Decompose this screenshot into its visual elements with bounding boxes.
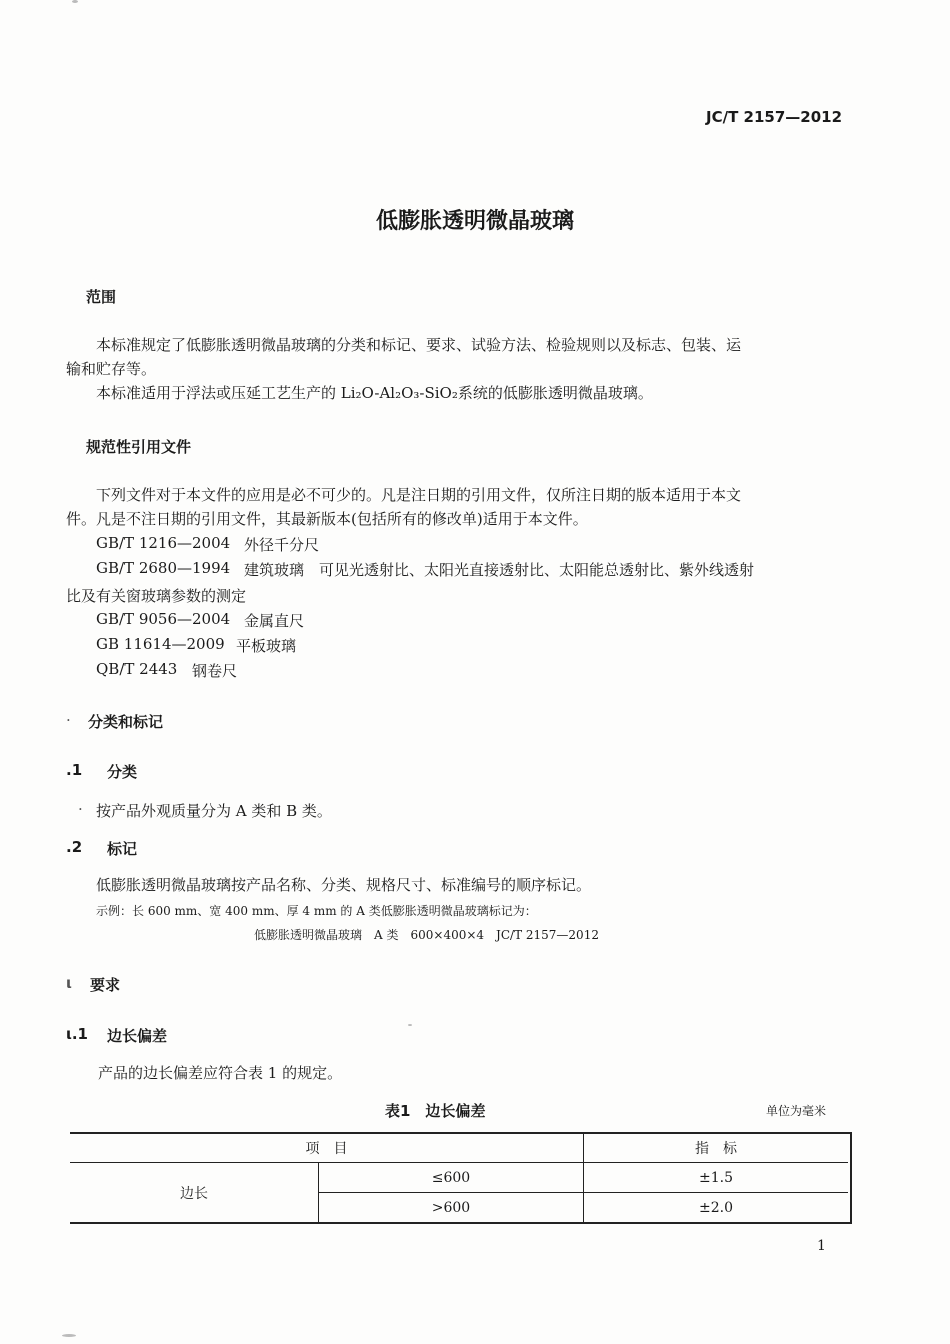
section-heading-scope: 范围 (86, 288, 117, 306)
scope-para1-line2: 输和贮存等。 (66, 360, 157, 378)
side-deviation-table (70, 1132, 852, 1224)
document-title: 低膨胀透明微晶玻璃 (375, 209, 574, 234)
margin-mark: · (78, 800, 83, 818)
clause-heading-side-deviation: 边长偏差 (107, 1027, 168, 1045)
scan-speck (72, 0, 78, 3)
marking-example-mark: 低膨胀透明微晶玻璃 A 类 600×400×4 JC/T 2157—2012 (254, 928, 599, 942)
reference-code: GB/T 9056—2004 (96, 610, 231, 628)
scope-para2: 本标准适用于浮法或压延工艺生产的 Li₂O-Al₂O₃-SiO₂系统的低膨胀透明微晶玻璃。 (96, 384, 653, 402)
margin-mark: ι (66, 974, 72, 992)
clause-number: .1 (66, 761, 83, 779)
table-header-index: 指 标 (695, 1141, 737, 1157)
reference-title: 建筑玻璃 可见光透射比、太阳光直接透射比、太阳能总透射比、紫外线透射 (244, 561, 755, 579)
scope-para1-line1: 本标准规定了低膨胀透明微晶玻璃的分类和标记、要求、试验方法、检验规则以及标志、包装、运 (96, 336, 742, 354)
scan-speck (408, 1024, 412, 1026)
reference-title-continued: 比及有关窗玻璃参数的测定 (66, 587, 247, 605)
clause-number: .2 (66, 838, 83, 856)
clause-number: ι.1 (66, 1025, 88, 1043)
marking-text: 低膨胀透明微晶玻璃按产品名称、分类、规格尺寸、标准编号的顺序标记。 (96, 876, 592, 894)
references-intro-line2: 件。凡是不注日期的引用文件，其最新版本(包括所有的修改单)适用于本文件。 (66, 510, 588, 528)
side-deviation-text: 产品的边长偏差应符合表 1 的规定。 (98, 1064, 343, 1082)
section-heading-references: 规范性引用文件 (86, 438, 192, 456)
reference-code: GB/T 1216—2004 (96, 534, 231, 552)
table-caption: 表1 边长偏差 (385, 1102, 486, 1120)
standard-code: JC/T 2157—2012 (706, 108, 843, 126)
reference-code: QB/T 2443 (96, 660, 178, 678)
margin-mark: · (66, 711, 71, 729)
reference-code: GB 11614—2009 (96, 635, 225, 653)
table-cell-range: >600 (431, 1199, 471, 1216)
table-header-item: 项 目 (305, 1141, 348, 1157)
page-number: 1 (817, 1238, 826, 1254)
section-heading-classification: 分类和标记 (88, 713, 164, 731)
reference-title: 金属直尺 (244, 612, 305, 630)
clause-heading-classification: 分类 (107, 763, 138, 781)
table-row-label: 边长 (180, 1185, 208, 1202)
table-cell-value: ±1.5 (699, 1169, 733, 1186)
reference-title: 钢卷尺 (192, 662, 238, 680)
table-cell-range: ≤600 (431, 1169, 471, 1186)
marking-example: 示例：长 600 mm、宽 400 mm、厚 4 mm 的 A 类低膨胀透明微晶玻璃标记为： (96, 904, 537, 918)
table-unit: 单位为毫米 (766, 1104, 827, 1118)
reference-code: GB/T 2680—1994 (96, 559, 231, 577)
table-cell-value: ±2.0 (699, 1199, 733, 1216)
classification-text: 按产品外观质量分为 A 类和 B 类。 (96, 802, 332, 820)
section-heading-requirements: 要求 (90, 976, 121, 994)
reference-title: 外径千分尺 (244, 536, 320, 554)
references-intro-line1: 下列文件对于本文件的应用是必不可少的。凡是注日期的引用文件，仅所注日期的版本适用于本文 (96, 486, 742, 504)
reference-title: 平板玻璃 (236, 637, 297, 655)
clause-heading-marking: 标记 (107, 840, 138, 858)
scan-speck (62, 1334, 76, 1337)
